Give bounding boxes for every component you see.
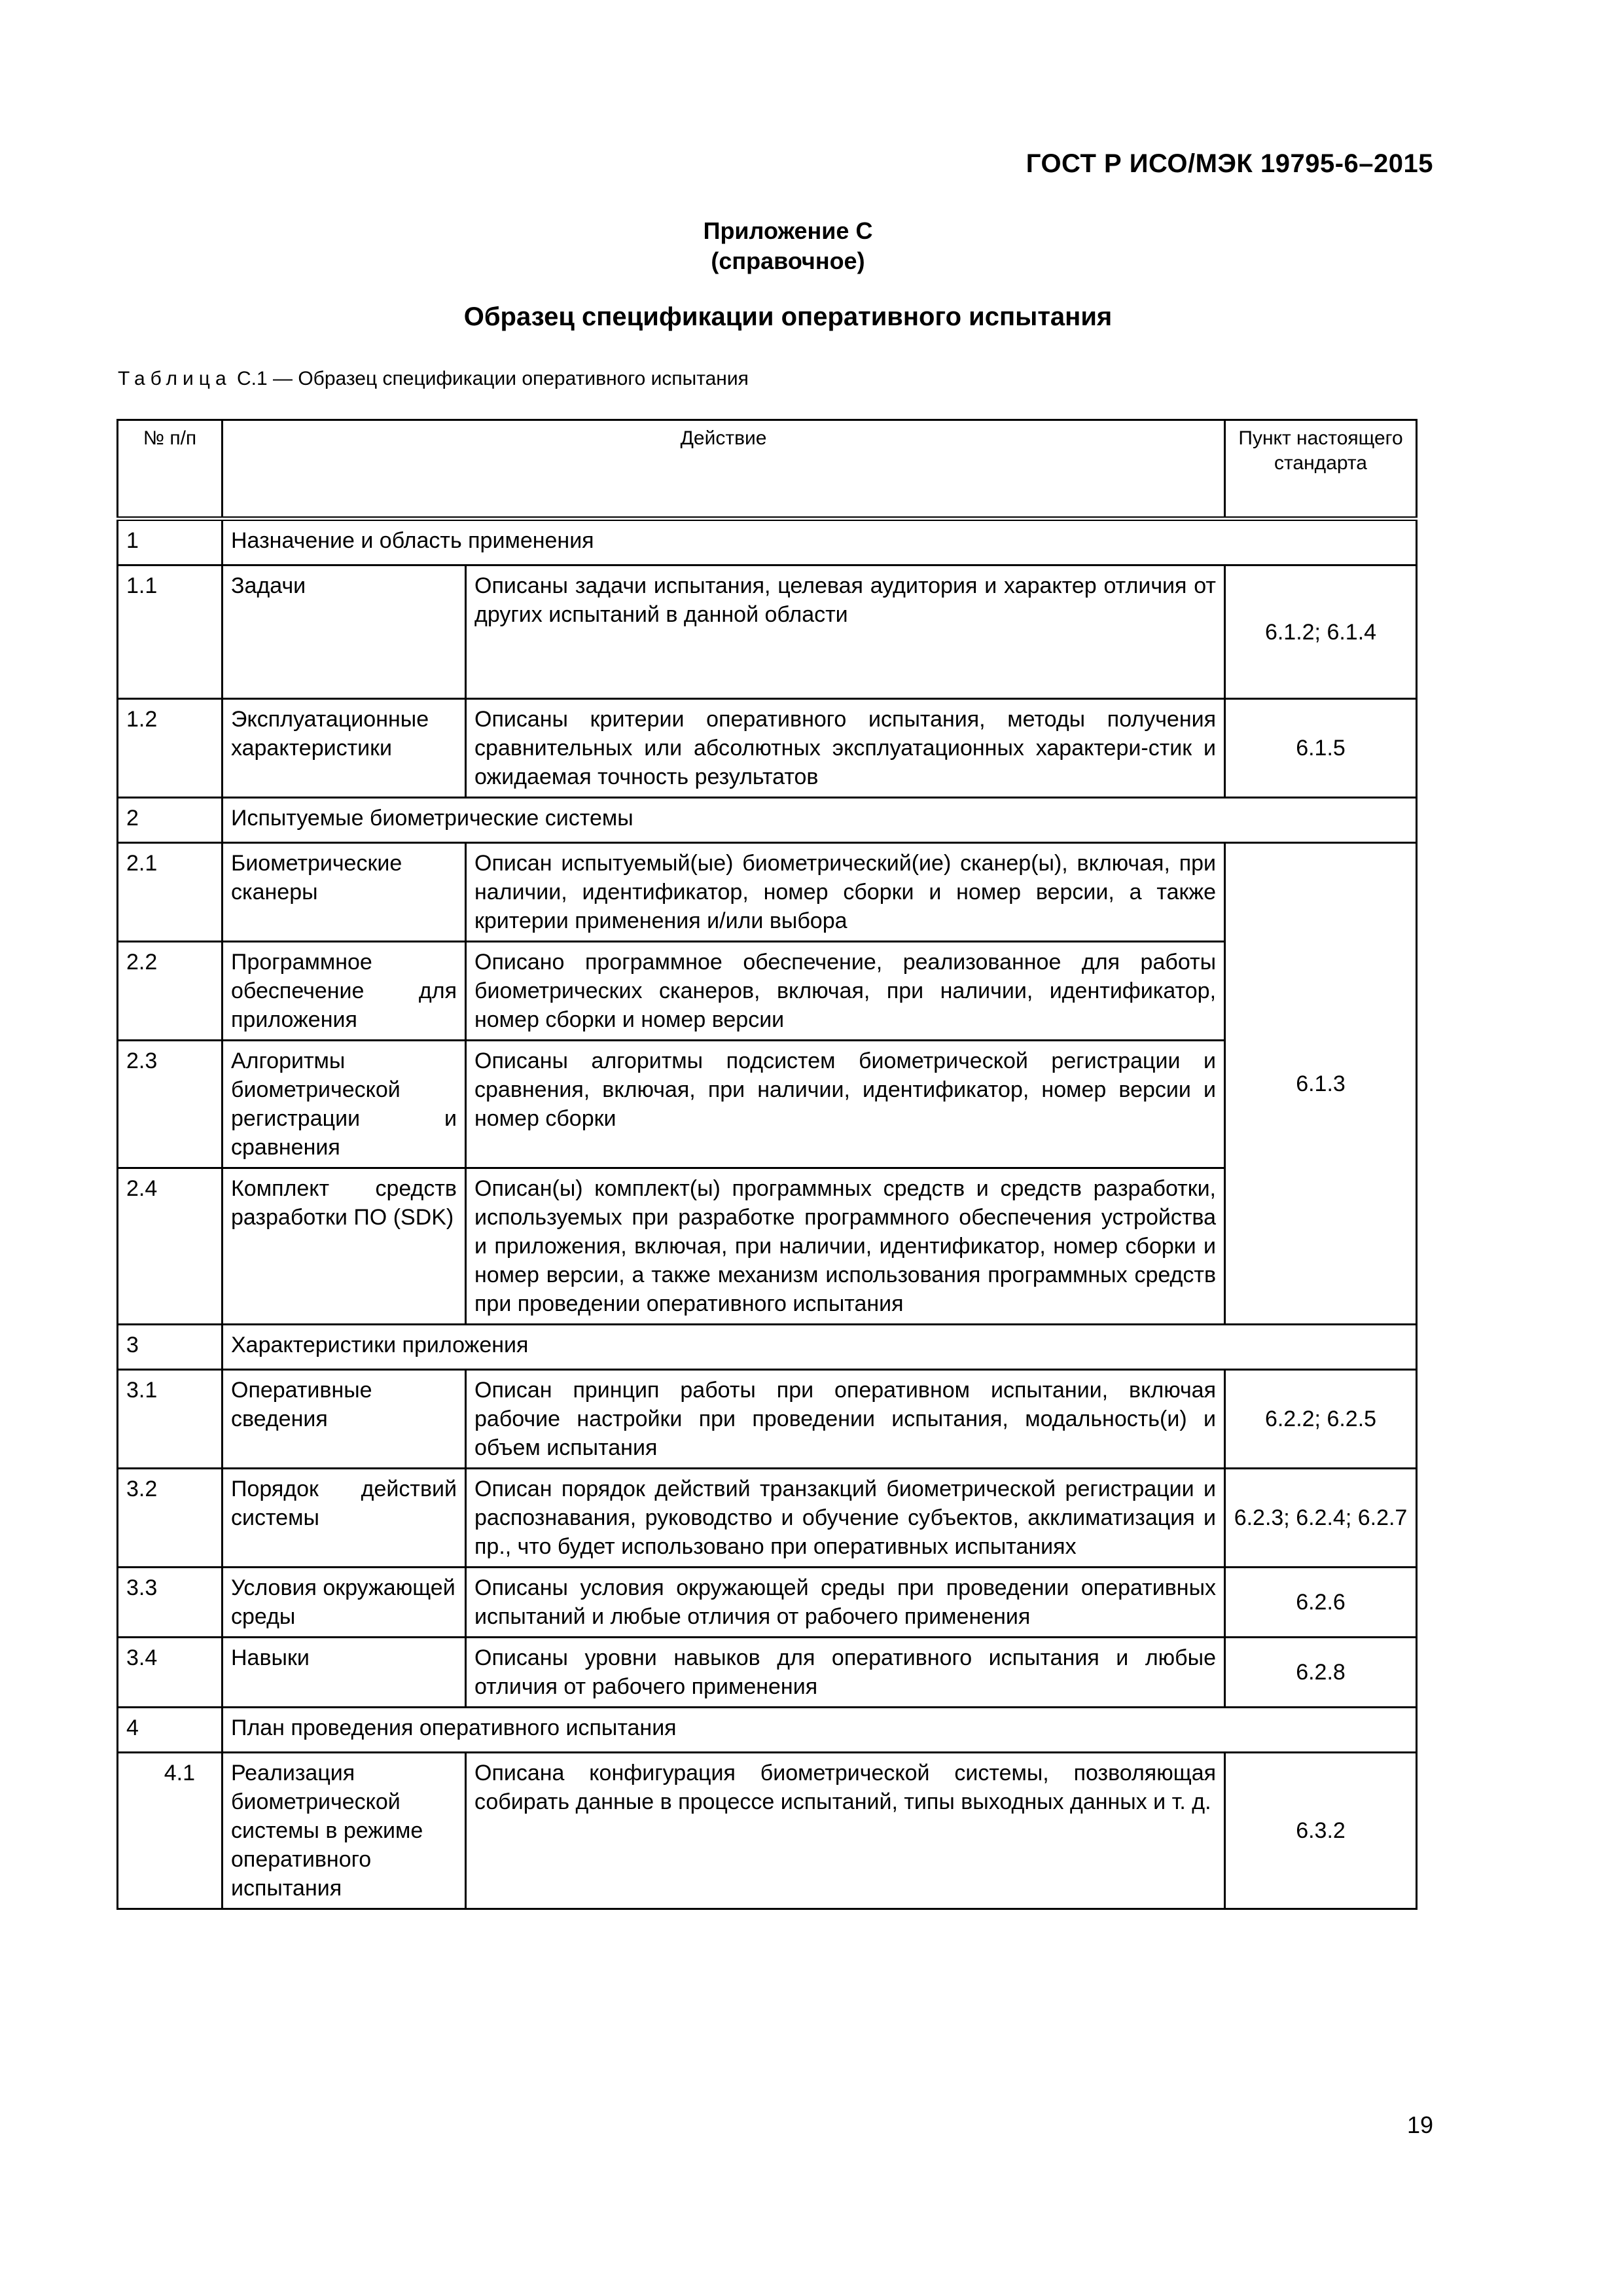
item-description: Описан порядок действий транзакций биометрической регистрации и распознавания, руководство и обучение субъектов, акклиматизация и пр., что будет использовано при оперативных испытаниях: [466, 1469, 1225, 1568]
section-title: Характеристики приложения: [223, 1325, 1417, 1370]
row-number: 3.1: [118, 1370, 223, 1469]
item-clause: 6.2.2; 6.2.5: [1225, 1370, 1417, 1469]
specification-table: [116, 419, 1418, 1910]
row-number: 2.1: [118, 843, 223, 942]
table-row: [118, 1370, 1417, 1469]
header-action: Действие: [223, 420, 1225, 519]
row-number: 3.2: [118, 1469, 223, 1568]
table-row: [118, 843, 1417, 942]
item-name: Комплект средств разработки ПО (SDK): [223, 1168, 466, 1325]
row-number: 3: [118, 1325, 223, 1370]
table-caption-prefix: Таблица: [118, 368, 232, 389]
table-caption: [118, 368, 749, 390]
table-row: [118, 1753, 1417, 1909]
appendix-title: Приложение С: [703, 217, 873, 244]
section-title: План проведения оперативного испытания: [223, 1708, 1417, 1753]
table-row: [118, 1168, 1417, 1325]
table-row: [118, 798, 1417, 843]
item-name: Порядок действий системы: [223, 1469, 466, 1568]
document-title: Образец спецификации оперативного испытания: [463, 302, 1113, 331]
item-clause: 6.3.2: [1225, 1753, 1417, 1909]
row-number: 1: [118, 519, 223, 565]
appendix-status: (справочное): [711, 247, 865, 274]
header-number: № п/п: [118, 420, 223, 519]
item-name: Задачи: [223, 565, 466, 699]
table-row: [118, 1708, 1417, 1753]
row-number: 2.4: [118, 1168, 223, 1325]
item-clause: 6.1.2; 6.1.4: [1225, 565, 1417, 699]
table-caption-text: С.1 — Образец спецификации оперативного испытания: [236, 368, 749, 389]
table-row: [118, 942, 1417, 1041]
item-clause: 6.2.3; 6.2.4; 6.2.7: [1225, 1469, 1417, 1568]
item-description: Описано программное обеспечение, реализованное для работы биометрических сканеров, включая, при наличии, идентификатор, номер сборки и номер версии: [466, 942, 1225, 1041]
item-name: Алгоритмы биометрической регистрации и сравнения: [223, 1041, 466, 1168]
section-title: Испытуемые биометрические системы: [223, 798, 1417, 843]
item-name: Навыки: [223, 1638, 466, 1708]
row-number: 3.3: [118, 1568, 223, 1638]
row-number: 2.2: [118, 942, 223, 1041]
item-clause: 6.2.6: [1225, 1568, 1417, 1638]
table-row: [118, 699, 1417, 798]
row-number: 1.2: [118, 699, 223, 798]
item-name: Реализация биометрической системы в режиме оперативного испытания: [223, 1753, 466, 1909]
item-description: Описан испытуемый(ые) биометрический(ие) сканер(ы), включая, при наличии, идентификатор, номер сборки и номер версии, а также критерии применения и/или выбора: [466, 843, 1225, 942]
table-row: [118, 565, 1417, 699]
standard-code: ГОСТ Р ИСО/МЭК 19795-6–2015: [1026, 149, 1433, 178]
row-number: 4: [118, 1708, 223, 1753]
table-row: [118, 1041, 1417, 1168]
item-clause: 6.1.3: [1225, 843, 1417, 1325]
item-clause: 6.1.5: [1225, 699, 1417, 798]
row-number: 2: [118, 798, 223, 843]
item-description: Описан(ы) комплект(ы) программных средств и средств разработки, используемых при разработке программного обеспечения устройства и приложения, включая, при наличии, идентификатор, номер сборки и номер версии, а также механизм использования программных средств при проведении оперативного испытания: [466, 1168, 1225, 1325]
item-description: Описан принцип работы при оперативном испытании, включая рабочие настройки при проведении испытания, модальность(и) и объем испытания: [466, 1370, 1225, 1469]
row-number: 1.1: [118, 565, 223, 699]
table-row: [118, 1469, 1417, 1568]
table-header-row: [118, 420, 1417, 519]
table-row: [118, 1638, 1417, 1708]
item-name: Оперативные сведения: [223, 1370, 466, 1469]
item-description: Описаны критерии оперативного испытания, методы получения сравнительных или абсолютных эксплуатационных характери-стик и ожидаемая точность результатов: [466, 699, 1225, 798]
row-number: 2.3: [118, 1041, 223, 1168]
item-name: Биометрические сканеры: [223, 843, 466, 942]
row-number: 3.4: [118, 1638, 223, 1708]
page-number: 19: [1406, 2111, 1433, 2138]
item-description: Описаны алгоритмы подсистем биометрической регистрации и сравнения, включая, при наличии, идентификатор, номер версии и номер сборки: [466, 1041, 1225, 1168]
item-name: Эксплуатационные характеристики: [223, 699, 466, 798]
item-description: Описаны задачи испытания, целевая аудитория и характер отличия от других испытаний в данной области: [466, 565, 1225, 699]
table-row: [118, 1325, 1417, 1370]
table-row: [118, 1568, 1417, 1638]
table-row: [118, 519, 1417, 565]
section-title: Назначение и область применения: [223, 519, 1417, 565]
item-description: Описаны уровни навыков для оперативного испытания и любые отличия от рабочего применения: [466, 1638, 1225, 1708]
item-description: Описана конфигурация биометрической системы, позволяющая собирать данные в процессе испытаний, типы выходных данных и т. д.: [466, 1753, 1225, 1909]
header-clause: Пункт настоящего стандарта: [1225, 420, 1417, 519]
row-number: 4.1: [118, 1753, 223, 1909]
item-name: Программное обеспечение для приложения: [223, 942, 466, 1041]
appendix-heading: [0, 216, 1576, 276]
item-name: Условия окружающей среды: [223, 1568, 466, 1638]
item-description: Описаны условия окружающей среды при проведении оперативных испытаний и любые отличия от рабочего применения: [466, 1568, 1225, 1638]
item-clause: 6.2.8: [1225, 1638, 1417, 1708]
